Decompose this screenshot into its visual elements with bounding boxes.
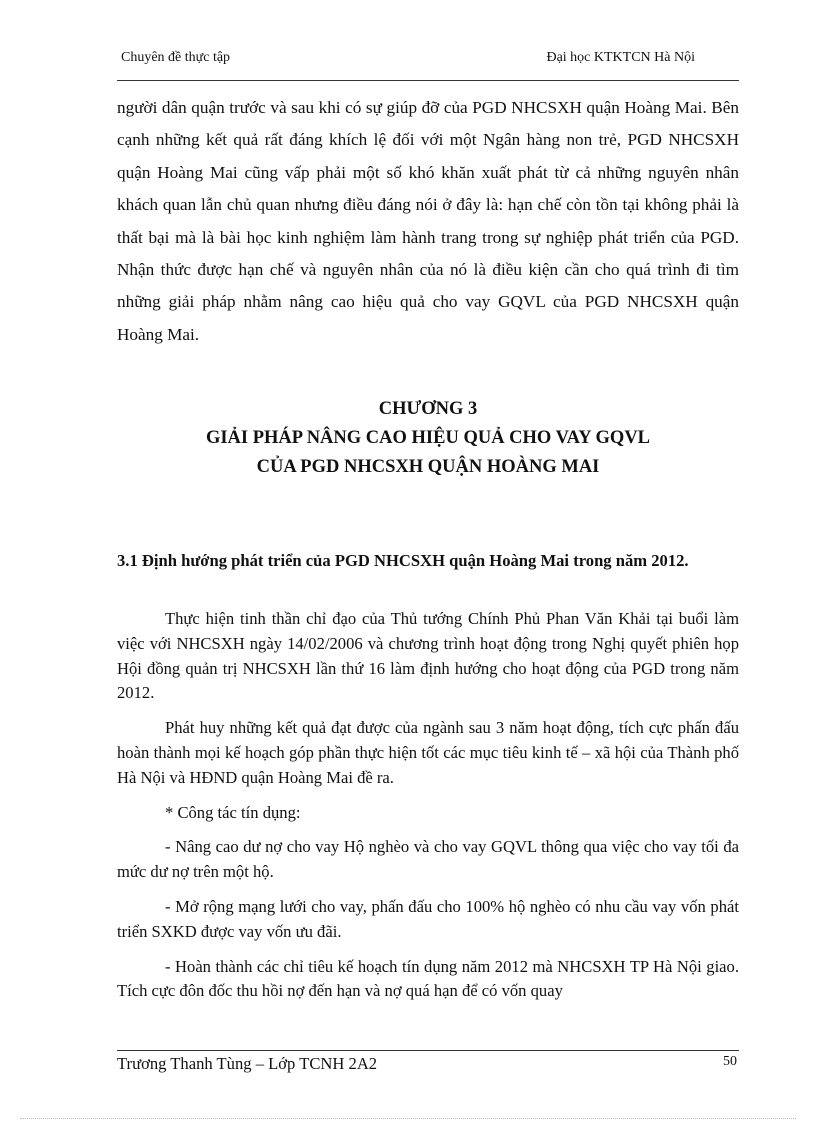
body-paragraph: - Nâng cao dư nợ cho vay Hộ nghèo và cho vay GQVL thông qua việc cho vay tối đa mức dư nợ trên một hộ.: [117, 837, 739, 882]
chapter-heading: [117, 395, 739, 482]
body-paragraph: - Hoàn thành các chỉ tiêu kế hoạch tín dụng năm 2012 mà NHCSXH TP Hà Nội giao. Tích cực đôn đốc thu hồi nợ đến hạn và nợ quá hạn để có vốn quay: [117, 956, 739, 1001]
section-heading: 3.1 Định hướng phát triển của PGD NHCSXH quận Hoàng Mai trong năm 2012.: [117, 551, 689, 570]
body-paragraph: * Công tác tín dụng:: [165, 802, 301, 822]
intro-paragraph: người dân quận trước và sau khi có sự giúp đỡ của PGD NHCSXH quận Hoàng Mai. Bên cạnh những kết quả rất đáng khích lệ đối với một Ngân hàng non trẻ, PGD NHCSXH quận Hoàng Mai cũng vấp phải một số khó khăn xuất phát từ cả những nguyên nhân khách quan lẫn chủ quan nhưng điều đáng nói ở đây là: hạn chế còn tồn tại không phải là thất bại mà là bài học kinh nghiệm làm hành trang trong sự nghiệp phát triển của PGD. Nhận thức được hạn chế và nguyên nhân của nó là điều kiện cần cho quá trình đi tìm những giải pháp nhằm nâng cao hiệu quả cho vay GQVL của PGD NHCSXH quận Hoàng Mai.: [117, 98, 739, 344]
page-footer: [117, 1054, 739, 1074]
footer-author: Trương Thanh Tùng – Lớp TCNH 2A2: [117, 1054, 378, 1073]
body-text: [117, 607, 739, 1014]
header-right-text: Đại học KTKTCN Hà Nội: [546, 50, 695, 65]
header-left-text: Chuyên đề thực tập: [121, 50, 231, 65]
body-paragraph: Thực hiện tinh thần chỉ đạo của Thủ tướng Chính Phủ Phan Văn Khải tại buổi làm việc với NHCSXH ngày 14/02/2006 và chương trình hoạt động trong Nghị quyết phiên họp Hội đồng quản trị NHCSXH lần thứ 16 làm định hướng cho hoạt động của PGD trong năm 2012.: [117, 609, 739, 703]
page-number: 50: [723, 1054, 737, 1069]
chapter-title-line-2: CỦA PGD NHCSXH QUẬN HOÀNG MAI: [256, 457, 600, 477]
page-edge-divider: [20, 1118, 796, 1119]
chapter-title-line-1: GIẢI PHÁP NÂNG CAO HIỆU QUẢ CHO VAY GQVL: [205, 428, 651, 448]
body-paragraph: - Mở rộng mạng lưới cho vay, phấn đấu cho 100% hộ nghèo có nhu cầu vay vốn phát triển SXKD được vay vốn ưu đãi.: [117, 896, 739, 941]
footer-divider: [117, 1050, 739, 1051]
body-paragraph: Phát huy những kết quả đạt được của ngành sau 3 năm hoạt động, tích cực phấn đấu hoàn thành mọi kế hoạch góp phần thực hiện tốt các mục tiêu kinh tế – xã hội của Thành phố Hà Nội và HĐND quận Hoàng Mai đề ra.: [117, 718, 739, 787]
page-header: [117, 50, 739, 81]
chapter-number: CHƯƠNG 3: [378, 399, 478, 419]
